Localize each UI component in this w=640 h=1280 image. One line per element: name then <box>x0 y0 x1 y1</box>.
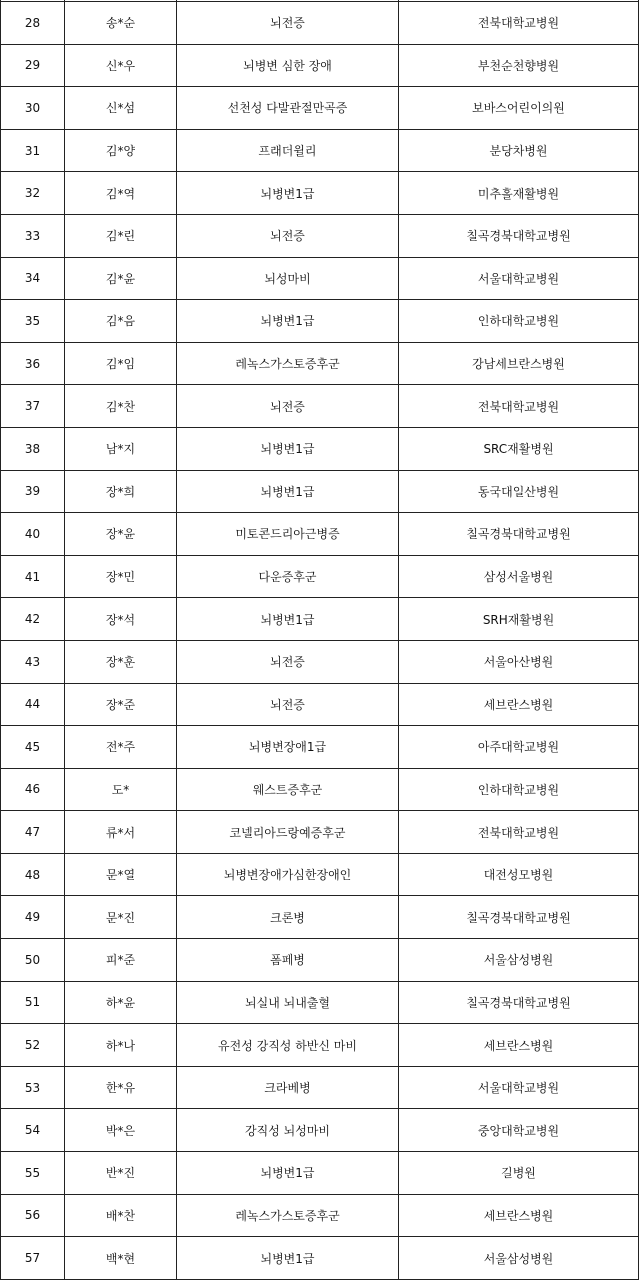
cell-hospital: 세브란스병원 <box>399 1024 639 1067</box>
cell-name: 송*순 <box>65 2 177 45</box>
cell-hospital: 칠곡경북대학교병원 <box>399 513 639 556</box>
cell-hospital: 세브란스병원 <box>399 1194 639 1237</box>
table-row <box>1 172 639 215</box>
cell-diagnosis: 뇌병변1급 <box>177 172 399 215</box>
cell-diagnosis: 프래더윌리 <box>177 129 399 172</box>
cell-hospital: 서울삼성병원 <box>399 1237 639 1280</box>
table-row <box>1 257 639 300</box>
cell-name: 문*열 <box>65 853 177 896</box>
cell-diagnosis: 뇌병변1급 <box>177 300 399 343</box>
table-row <box>1 981 639 1024</box>
cell-hospital: 칠곡경북대학교병원 <box>399 896 639 939</box>
cell-hospital: 미추홀재활병원 <box>399 172 639 215</box>
cell-hospital: 동국대일산병원 <box>399 470 639 513</box>
cell-diagnosis: 뇌병변장애1급 <box>177 726 399 769</box>
patient-table-body <box>1 0 639 1279</box>
cell-hospital: 길병원 <box>399 1152 639 1195</box>
cell-number: 30 <box>1 87 65 130</box>
cell-name: 장*민 <box>65 555 177 598</box>
table-row <box>1 1024 639 1067</box>
cell-hospital: 서울아산병원 <box>399 640 639 683</box>
table-row <box>1 896 639 939</box>
cell-diagnosis: 뇌병변1급 <box>177 470 399 513</box>
table-row <box>1 129 639 172</box>
cell-diagnosis: 뇌병변1급 <box>177 427 399 470</box>
cell-diagnosis: 뇌병변1급 <box>177 1152 399 1195</box>
cell-name: 김*린 <box>65 214 177 257</box>
cell-diagnosis: 뇌성마비 <box>177 257 399 300</box>
cell-number: 46 <box>1 768 65 811</box>
cell-diagnosis: 뇌병변 심한 장애 <box>177 44 399 87</box>
table-row <box>1 1066 639 1109</box>
table-row <box>1 768 639 811</box>
cell-name: 장*석 <box>65 598 177 641</box>
cell-number: 33 <box>1 214 65 257</box>
cell-hospital: 서울삼성병원 <box>399 939 639 982</box>
table-row <box>1 342 639 385</box>
cell-diagnosis: 뇌병변1급 <box>177 598 399 641</box>
cell-hospital: 칠곡경북대학교병원 <box>399 981 639 1024</box>
cell-diagnosis: 폼페병 <box>177 939 399 982</box>
cell-diagnosis: 웨스트증후군 <box>177 768 399 811</box>
cell-number: 49 <box>1 896 65 939</box>
cell-name: 배*찬 <box>65 1194 177 1237</box>
table-row <box>1 683 639 726</box>
cell-number: 39 <box>1 470 65 513</box>
cell-hospital: 전북대학교병원 <box>399 811 639 854</box>
table-row <box>1 300 639 343</box>
cell-number: 36 <box>1 342 65 385</box>
cell-name: 장*희 <box>65 470 177 513</box>
cell-diagnosis: 유전성 강직성 하반신 마비 <box>177 1024 399 1067</box>
cell-hospital: 전북대학교병원 <box>399 385 639 428</box>
cell-number: 41 <box>1 555 65 598</box>
cell-hospital: SRH재활병원 <box>399 598 639 641</box>
cell-hospital: 전북대학교병원 <box>399 2 639 45</box>
cell-hospital: 인하대학교병원 <box>399 300 639 343</box>
cell-hospital: 칠곡경북대학교병원 <box>399 214 639 257</box>
cell-diagnosis: 뇌전증 <box>177 385 399 428</box>
table-row <box>1 1237 639 1280</box>
cell-diagnosis: 레녹스가스토증후군 <box>177 342 399 385</box>
table-row <box>1 513 639 556</box>
cell-hospital: 분당차병원 <box>399 129 639 172</box>
cell-name: 김*음 <box>65 300 177 343</box>
table-row <box>1 939 639 982</box>
cell-hospital: 세브란스병원 <box>399 683 639 726</box>
cell-number: 40 <box>1 513 65 556</box>
cell-name: 하*나 <box>65 1024 177 1067</box>
cell-name: 김*역 <box>65 172 177 215</box>
cell-number: 52 <box>1 1024 65 1067</box>
table-row <box>1 1152 639 1195</box>
cell-number: 32 <box>1 172 65 215</box>
table-row <box>1 853 639 896</box>
cell-name: 백*현 <box>65 1237 177 1280</box>
cell-number: 56 <box>1 1194 65 1237</box>
table-row <box>1 214 639 257</box>
cell-number: 42 <box>1 598 65 641</box>
cell-number: 29 <box>1 44 65 87</box>
cell-diagnosis: 선천성 다발관절만곡증 <box>177 87 399 130</box>
cell-diagnosis: 크론병 <box>177 896 399 939</box>
cell-hospital: 아주대학교병원 <box>399 726 639 769</box>
cell-diagnosis: 뇌병변1급 <box>177 1237 399 1280</box>
cell-number: 50 <box>1 939 65 982</box>
cell-hospital: 중앙대학교병원 <box>399 1109 639 1152</box>
cell-hospital: SRC재활병원 <box>399 427 639 470</box>
cell-number: 53 <box>1 1066 65 1109</box>
cell-number: 37 <box>1 385 65 428</box>
cell-number: 47 <box>1 811 65 854</box>
table-row <box>1 470 639 513</box>
table-row <box>1 811 639 854</box>
cell-number: 38 <box>1 427 65 470</box>
table-row <box>1 385 639 428</box>
cell-diagnosis: 레녹스가스토증후군 <box>177 1194 399 1237</box>
cell-name: 장*윤 <box>65 513 177 556</box>
cell-diagnosis: 코넬리아드랑예증후군 <box>177 811 399 854</box>
cell-number: 55 <box>1 1152 65 1195</box>
cell-number: 54 <box>1 1109 65 1152</box>
cell-name: 도* <box>65 768 177 811</box>
cell-number: 31 <box>1 129 65 172</box>
cell-diagnosis: 뇌전증 <box>177 683 399 726</box>
cell-number: 57 <box>1 1237 65 1280</box>
cell-diagnosis: 강직성 뇌성마비 <box>177 1109 399 1152</box>
cell-name: 장*준 <box>65 683 177 726</box>
cell-hospital: 삼성서울병원 <box>399 555 639 598</box>
cell-diagnosis: 다운증후군 <box>177 555 399 598</box>
cell-hospital: 대전성모병원 <box>399 853 639 896</box>
cell-hospital: 부천순천향병원 <box>399 44 639 87</box>
cell-diagnosis: 뇌전증 <box>177 640 399 683</box>
table-row <box>1 640 639 683</box>
table-row <box>1 2 639 45</box>
cell-name: 하*윤 <box>65 981 177 1024</box>
cell-hospital: 인하대학교병원 <box>399 768 639 811</box>
cell-name: 김*양 <box>65 129 177 172</box>
cell-name: 류*서 <box>65 811 177 854</box>
cell-number: 34 <box>1 257 65 300</box>
cell-number: 43 <box>1 640 65 683</box>
cell-name: 신*섬 <box>65 87 177 130</box>
table-row <box>1 44 639 87</box>
cell-name: 문*진 <box>65 896 177 939</box>
cell-diagnosis: 미토콘드리아근병증 <box>177 513 399 556</box>
cell-number: 51 <box>1 981 65 1024</box>
cell-number: 35 <box>1 300 65 343</box>
cell-hospital: 서울대학교병원 <box>399 1066 639 1109</box>
cell-diagnosis: 크라베병 <box>177 1066 399 1109</box>
table-row <box>1 87 639 130</box>
cell-name: 반*진 <box>65 1152 177 1195</box>
cell-hospital: 서울대학교병원 <box>399 257 639 300</box>
cell-name: 김*윤 <box>65 257 177 300</box>
cell-hospital: 보바스어린이의원 <box>399 87 639 130</box>
cell-name: 김*찬 <box>65 385 177 428</box>
table-row <box>1 427 639 470</box>
cell-name: 남*지 <box>65 427 177 470</box>
cell-name: 피*준 <box>65 939 177 982</box>
cell-name: 신*우 <box>65 44 177 87</box>
cell-name: 장*훈 <box>65 640 177 683</box>
cell-number: 28 <box>1 2 65 45</box>
cell-number: 44 <box>1 683 65 726</box>
table-row <box>1 1194 639 1237</box>
cell-number: 48 <box>1 853 65 896</box>
table-row <box>1 726 639 769</box>
table-row <box>1 555 639 598</box>
cell-diagnosis: 뇌병변장애가심한장애인 <box>177 853 399 896</box>
table-row <box>1 1109 639 1152</box>
table-row <box>1 598 639 641</box>
cell-diagnosis: 뇌실내 뇌내출혈 <box>177 981 399 1024</box>
cell-name: 박*은 <box>65 1109 177 1152</box>
cell-diagnosis: 뇌전증 <box>177 2 399 45</box>
cell-hospital: 강남세브란스병원 <box>399 342 639 385</box>
cell-diagnosis: 뇌전증 <box>177 214 399 257</box>
cell-name: 김*임 <box>65 342 177 385</box>
cell-number: 45 <box>1 726 65 769</box>
cell-name: 한*유 <box>65 1066 177 1109</box>
cell-name: 전*주 <box>65 726 177 769</box>
